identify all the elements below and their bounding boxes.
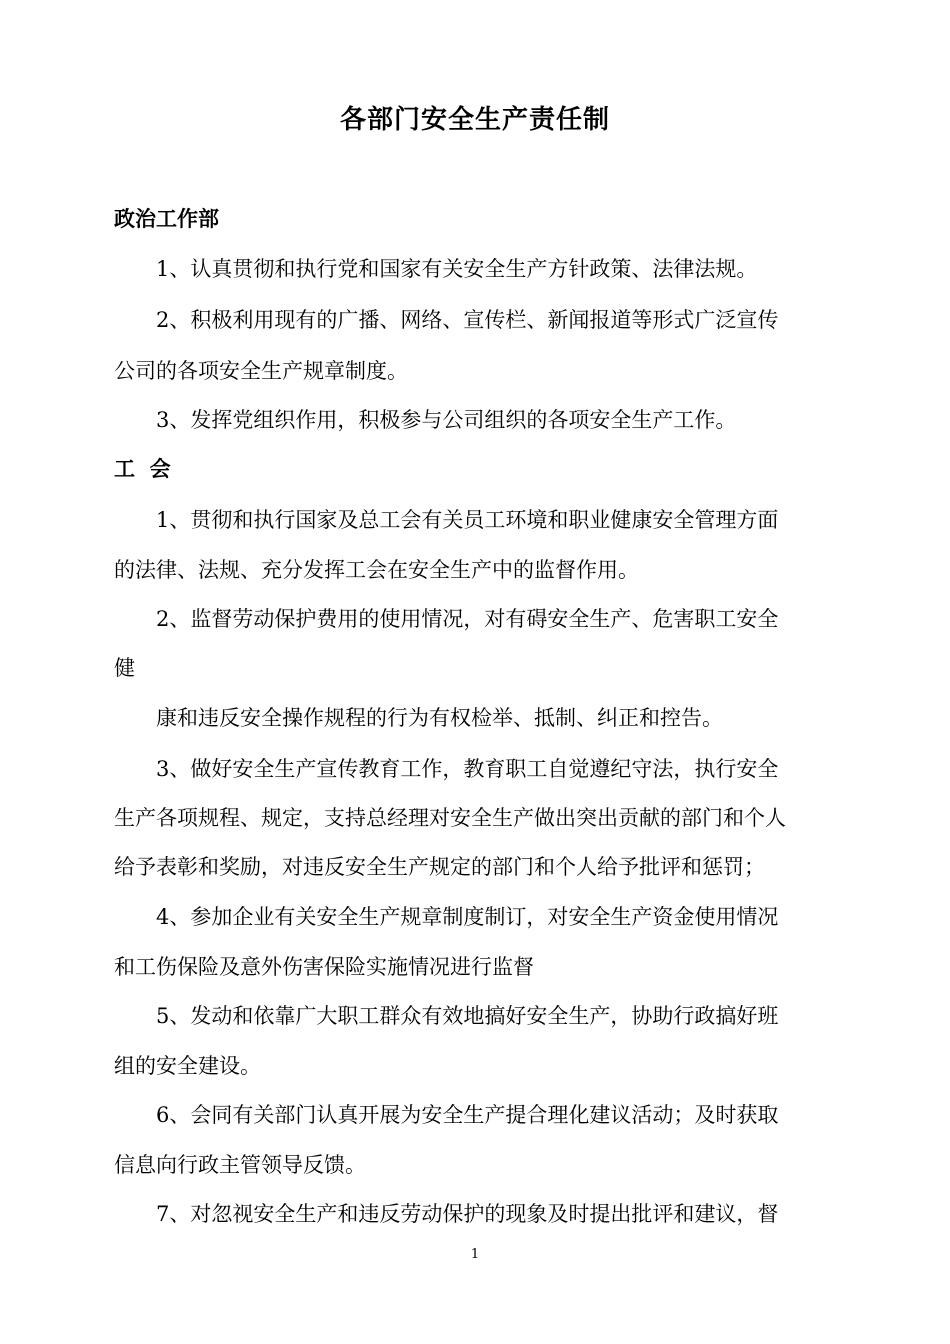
paragraph-line: 5、发动和依靠广大职工群众有效地搞好安全生产，协助行政搞好班	[156, 1004, 779, 1028]
paragraph-line: 生产各项规程、规定，支持总经理对安全生产做出突出贡献的部门和个人	[114, 806, 786, 830]
paragraph-line: 3、发挥党组织作用，积极参与公司组织的各项安全生产工作。	[156, 408, 737, 432]
page-number: 1	[470, 1247, 480, 1262]
paragraph-line: 的法律、法规、充分发挥工会在安全生产中的监督作用。	[114, 558, 639, 582]
paragraph-line: 公司的各项安全生产规章制度。	[114, 359, 408, 383]
paragraph-line: 1、贯彻和执行国家及总工会有关员工环境和职业健康安全管理方面	[156, 508, 779, 532]
paragraph-line: 健	[114, 656, 135, 680]
paragraph-line: 2、监督劳动保护费用的使用情况，对有碍安全生产、危害职工安全	[156, 607, 779, 631]
paragraph-line: 2、积极利用现有的广播、网络、宣传栏、新闻报道等形式广泛宣传	[156, 308, 779, 332]
paragraph-line: 给予表彰和奖励，对违反安全生产规定的部门和个人给予批评和惩罚；	[114, 855, 765, 879]
paragraph-line: 信息向行政主管领导反馈。	[114, 1153, 366, 1177]
paragraph-line: 6、会同有关部门认真开展为安全生产提合理化建议活动；及时获取	[156, 1103, 779, 1127]
paragraph-line: 4、参加企业有关安全生产规章制度制订，对安全生产资金使用情况	[156, 905, 779, 929]
section-heading-union: 工 会	[114, 456, 171, 481]
paragraph-line: 组的安全建设。	[114, 1054, 261, 1078]
paragraph-line: 和工伤保险及意外伤害保险实施情况进行监督	[114, 955, 534, 979]
paragraph-line: 7、对忽视安全生产和违反劳动保护的现象及时提出批评和建议，督	[156, 1202, 779, 1226]
section-heading-political-work: 政治工作部	[114, 206, 219, 231]
paragraph-line: 1、认真贯彻和执行党和国家有关安全生产方针政策、法律法规。	[156, 257, 758, 281]
paragraph-line: 3、做好安全生产宣传教育工作，教育职工自觉遵纪守法，执行安全	[156, 757, 779, 781]
document-title: 各部门安全生产责任制	[339, 105, 610, 135]
paragraph-line: 康和违反安全操作规程的行为有权检举、抵制、纠正和控告。	[156, 706, 723, 730]
